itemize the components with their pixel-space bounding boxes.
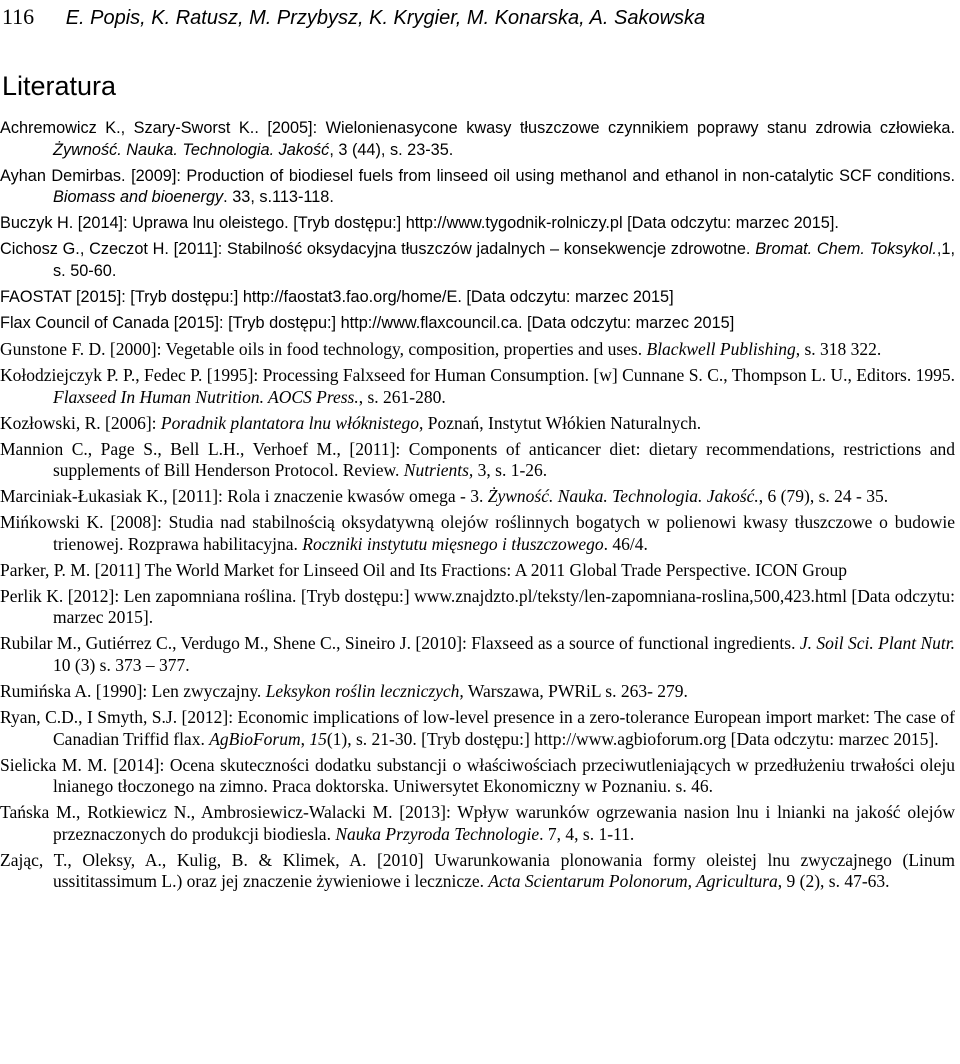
reference-italic-text: Leksykon roślin leczniczych, xyxy=(265,681,464,702)
reference-text: , s. 261-280. xyxy=(358,386,446,407)
reference-entry xyxy=(0,118,955,161)
reference-italic-text: Bromat. Chem. Toksykol. xyxy=(755,240,937,259)
reference-text: Marciniak-Łukasiak K., [2011]: Rola i znaczenie kwasów omega - 3. xyxy=(0,486,488,507)
reference-text: Cichosz G., Czeczot H. [2011]: Stabilność oksydacyjna tłuszczów jadalnych – konsekwencje zdrowotne. xyxy=(0,240,756,259)
reference-text: , 6 (79), s. 24 - 35. xyxy=(758,486,889,507)
reference-text: Ayhan Demirbas. [2009]: Production of biodiesel fuels from linseed oil using methanol and ethanol in non-catalytic SCF conditions. xyxy=(0,166,955,185)
reference-italic-text: Roczniki instytutu mięsnego i tłuszczowego xyxy=(302,533,604,554)
reference-entry xyxy=(0,560,955,582)
reference-text: Achremowicz K., Szary-Sworst K.. [2005]: Wielonienasycone kwasy tłuszczowe czynnikiem poprawy stanu zdrowia człowieka. xyxy=(0,119,955,137)
reference-text: Ryan, C.D., I Smyth, S.J. [2012]: Economic implications of low-level presence in a zero-tolerance European import market: The case of Canadian Triffid flax. xyxy=(0,707,955,749)
reference-italic-text: Flaxseed In Human Nutrition. AOCS Press. xyxy=(53,386,359,407)
reference-text: Rumińska A. [1990]: Len zwyczajny. xyxy=(0,681,266,702)
reference-entry xyxy=(0,166,955,209)
reference-entry xyxy=(0,707,955,750)
reference-italic-text: J. Soil Sci. Plant Nutr. xyxy=(799,633,955,654)
reference-entry xyxy=(0,681,955,703)
reference-italic-text: Żywność. Nauka. Technologia. Jakość xyxy=(53,140,330,159)
reference-entry xyxy=(0,586,955,629)
reference-text: Parker, P. M. [2011] The World Market for Linseed Oil and Its Fractions: A 2011 Global Trade Perspective. ICON Group xyxy=(0,559,848,580)
reference-italic-text: Blackwell Publishing xyxy=(646,338,796,359)
reference-italic-text: 15 xyxy=(309,728,327,749)
reference-text: Tańska M., Rotkiewicz N., Ambrosiewicz-Walacki M. [2013]: Wpływ warunków ogrzewania nasion lnu i lnianki na jakość olejów przeznaczonych do produkcji biodiesla. xyxy=(0,802,955,844)
reference-entry xyxy=(0,512,955,555)
reference-text: , xyxy=(300,728,310,749)
reference-entry xyxy=(0,313,955,335)
reference-text: (1), s. 21-30. [Tryb dostępu:] http://www.agbioforum.org [Data odczytu: marzec 2015]. xyxy=(326,728,939,749)
reference-text: . 46/4. xyxy=(603,533,648,554)
reference-text: ,1, s. 50-60. xyxy=(53,240,955,280)
reference-text: Zając, T., Oleksy, A., Kulig, B. & Klimek, A. [2010] Uwarunkowania plonowania formy oleistej lnu zwyczajnego (Linum ussititassimum L.) oraz jej znaczenie żywieniowe i lecznicze. xyxy=(0,849,955,892)
reference-text: Perlik K. [2012]: Len zapomniana roślina. [Tryb dostępu:] www.znajdzto.pl/teksty/len-zapomniana-roslina,500,423.html [Data odczytu: marzec 2015]. xyxy=(0,585,955,628)
reference-entry xyxy=(0,339,955,361)
reference-text: 10 (3) s. 373 – 377. xyxy=(53,655,190,676)
reference-text: . 33, s.113-118. xyxy=(223,188,334,207)
section-title: Literatura xyxy=(2,71,117,101)
page-number: 116 xyxy=(2,4,35,29)
reference-entry xyxy=(0,213,955,235)
reference-italic-text: Żywność. Nauka. Technologia. Jakość. xyxy=(487,486,759,507)
reference-text: Mińkowski K. [2008]: Studia nad stabilnością oksydatywną olejów roślinnych bogatych w polienowi kwasy tłuszczowe o budowie trienowej. Rozprawa habilitacyjna. xyxy=(0,512,955,554)
running-header xyxy=(2,2,952,33)
reference-text: Mannion C., Page S., Bell L.H., Verhoef M., [2011]: Components of anticancer diet: dietary recommendations, restrictions and supplements of Bill Henderson Protocol. Review. xyxy=(0,438,955,481)
reference-text: , s. 318 322. xyxy=(795,338,882,359)
reference-entry xyxy=(0,802,955,845)
reference-entry xyxy=(0,633,955,676)
reference-text: , 3 (44), s. 23-35. xyxy=(329,140,454,159)
reference-text: Kołodziejczyk P. P., Fedec P. [1995]: Processing Falxseed for Human Consumption. [w] Cunnane S. C., Thompson L. U., Editors. 1995. xyxy=(0,364,955,385)
reference-entry xyxy=(0,439,955,482)
reference-italic-text: Nutrients, xyxy=(403,460,474,481)
reference-entry xyxy=(0,239,955,282)
reference-italic-text: Acta Scientarum Polonorum, Agricultura xyxy=(488,871,778,892)
reference-entry xyxy=(0,287,955,309)
reference-italic-text: Nauka Przyroda Technologie xyxy=(335,823,540,844)
reference-entry xyxy=(0,755,955,798)
running-header-authors: E. Popis, K. Ratusz, M. Przybysz, K. Krygier, M. Konarska, A. Sakowska xyxy=(65,7,706,29)
reference-entry xyxy=(0,850,955,893)
reference-text: , Poznań, Instytut Włókien Naturalnych. xyxy=(419,412,702,433)
reference-italic-text: AgBioForum xyxy=(209,728,301,749)
reference-text: Buczyk H. [2014]: Uprawa lnu oleistego. [Tryb dostępu:] http://www.tygodnik-rolniczy.pl [Data odczytu: marzec 2015]. xyxy=(0,214,839,233)
reference-list xyxy=(0,118,955,898)
reference-text: Gunstone F. D. [2000]: Vegetable oils in food technology, composition, properties and uses. xyxy=(0,338,647,359)
reference-text: Rubilar M., Gutiérrez C., Verdugo M., Shene C., Sineiro J. [2010]: Flaxseed as a source of functional ingredients. xyxy=(0,633,800,654)
reference-text: Warszawa, PWRiL s. 263- 279. xyxy=(463,681,688,702)
reference-text: 3, s. 1-26. xyxy=(473,460,548,481)
reference-italic-text: Biomass and bioenergy xyxy=(53,188,224,207)
reference-text: Sielicka M. M. [2014]: Ocena skuteczności dodatku substancji o właściwościach przeciwutleniających w przedłużeniu trwałości oleju lnianego tłoczonego na zimno. Praca doktorska. Uniwersytet Ekonomiczny w Poznaniu. s. 46. xyxy=(0,754,955,797)
reference-text: Kozłowski, R. [2006]: xyxy=(0,412,161,433)
reference-text: . 7, 4, s. 1-11. xyxy=(539,823,635,844)
reference-entry xyxy=(0,365,955,408)
reference-text: FAOSTAT [2015]: [Tryb dostępu:] http://faostat3.fao.org/home/E. [Data odczytu: marzec 2015] xyxy=(0,287,674,306)
reference-italic-text: Poradnik plantatora lnu włóknistego xyxy=(160,412,420,433)
reference-text: Flax Council of Canada [2015]: [Tryb dostępu:] http://www.flaxcouncil.ca. [Data odczytu: marzec 2015] xyxy=(0,313,735,332)
reference-entry xyxy=(0,486,955,508)
reference-entry xyxy=(0,413,955,435)
reference-text: , 9 (2), s. 47-63. xyxy=(777,871,890,892)
